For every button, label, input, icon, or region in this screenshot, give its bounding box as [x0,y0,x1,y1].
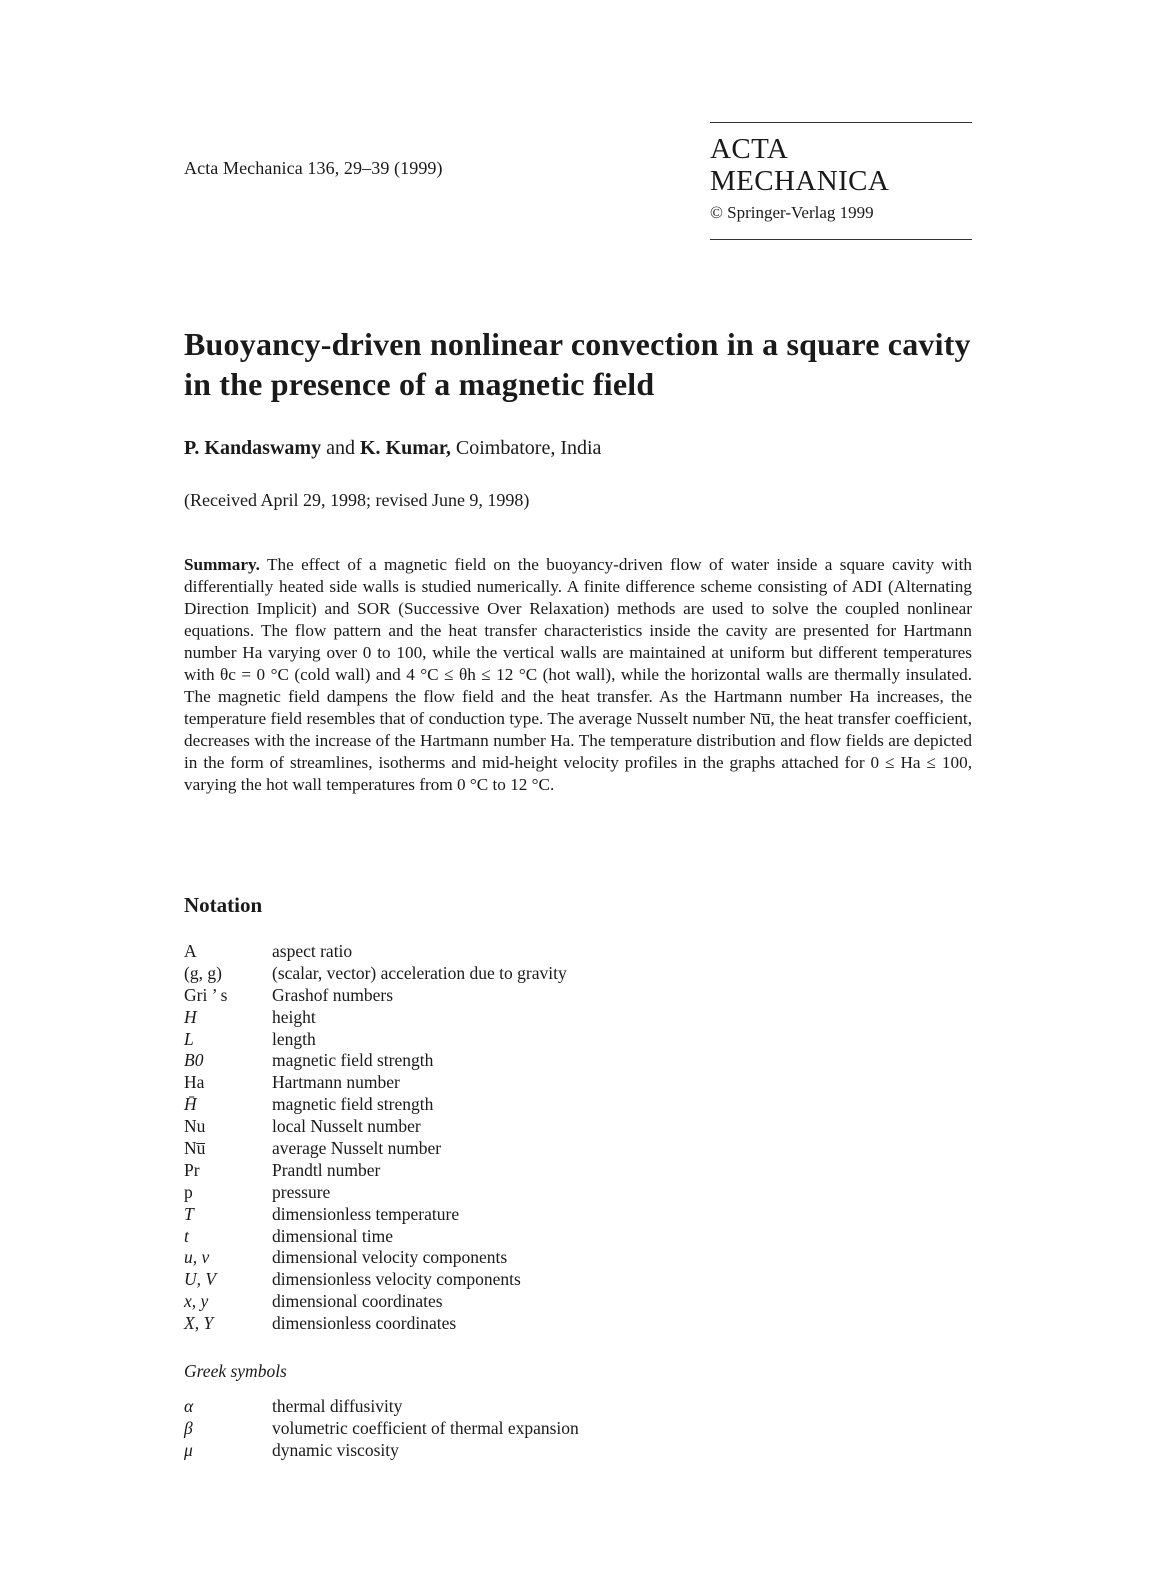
notation-symbol: α [184,1396,194,1416]
notation-description: Prandtl number [272,1159,381,1180]
notation-symbol: μ [184,1439,193,1460]
notation-row [184,941,567,963]
notation-description: dimensionless velocity components [272,1269,521,1290]
notation-description: dimensionless temperature [272,1203,460,1224]
author-kandaswamy: P. Kandaswamy [184,437,322,459]
notation-row [184,1396,579,1418]
notation-description: height [272,1006,316,1027]
notation-description: volumetric coefficient of thermal expansion [272,1417,579,1438]
notation-description: magnetic field strength [272,1094,434,1115]
received-dates: (Received April 29, 1998; revised June 9, 1998) [184,490,530,510]
notation-description: dynamic viscosity [272,1439,399,1460]
greek-symbols-list [184,1396,579,1462]
journal-citation: Acta Mechanica 136, 29–39 (1999) [184,158,443,178]
author-affiliation: Coimbatore, India [455,437,602,459]
summary-label: Summary. [184,555,260,574]
notation-symbol: U, V [184,1269,217,1290]
notation-row [184,1007,567,1029]
notation-symbol: T [184,1203,194,1224]
notation-row [184,1050,567,1072]
notation-symbol: Pr [184,1159,200,1180]
notation-description: dimensional time [272,1225,394,1246]
summary-text: The effect of a magnetic field on the buoyancy-driven flow of water inside a square cavity with differentially heated side walls is studied numerically. A finite difference scheme consisting of ADI (Alternating Direction Implicit) and SOR (Successive Over Relaxation) methods are used to solve the coupled nonlinear equations. The flow pattern and the heat transfer characteristics inside the cavity are presented for Hartmann number Ha varying over 0 to 100, while the vertical walls are maintained at uniform but different temperatures with θc = 0 °C (cold wall) and 4 °C ≤ θh ≤ 12 °C (hot wall), while the horizontal walls are thermally insulated. The magnetic field dampens the flow field and the heat transfer. As the Hartmann number Ha increases, the temperature field resembles that of conduction type. The average Nusselt number Nu̅, the heat transfer coefficient, decreases with the increase of the Hartmann number Ha. The temperature distribution and flow fields are depicted in the form of streamlines, isotherms and mid-height velocity profiles in the graphs attached for 0 ≤ Ha ≤ 100, varying the hot wall temperatures from 0 °C to 12 °C. [184,555,972,794]
notation-symbol: Ha [184,1072,205,1093]
author-line [184,437,601,460]
notation-symbol: Gri ’ s [184,984,228,1005]
notation-symbol: Nu̅ [184,1138,206,1159]
notation-row [184,963,567,985]
notation-row [184,1182,567,1204]
notation-row [184,1160,567,1182]
notation-symbol: u, v [184,1247,210,1268]
notation-row [184,1029,567,1051]
notation-description: dimensional coordinates [272,1291,443,1312]
notation-description: pressure [272,1181,331,1202]
notation-symbol: X, Y [184,1313,214,1334]
notation-row [184,1247,567,1269]
notation-symbol: p [184,1181,193,1202]
copyright-notice: © Springer-Verlag 1999 [710,203,874,222]
notation-symbol: t [184,1225,189,1246]
notation-description: Hartmann number [272,1072,400,1093]
notation-row [184,1138,567,1160]
notation-symbol: H̄ [184,1094,197,1115]
notation-description: Grashof numbers [272,984,394,1005]
masthead-bottom-rule [710,239,972,240]
notation-row [184,985,567,1007]
notation-row [184,1418,579,1440]
paper-title: Buoyancy-driven nonlinear convection in a square cavity in the presence of a magnetic field [184,326,971,402]
journal-masthead [710,122,972,240]
notation-symbol: L [184,1028,194,1049]
notation-symbol: B0 [184,1050,204,1071]
notation-row [184,1204,567,1226]
journal-name: ACTA MECHANICA [710,133,890,197]
notation-symbol: (g, g) [184,962,222,983]
notation-symbol: A [184,941,197,961]
notation-row [184,1440,579,1462]
notation-description: thermal diffusivity [272,1396,403,1416]
notation-description: dimensional velocity components [272,1247,508,1268]
masthead-top-rule [710,122,972,123]
author-conjunction: and [326,437,355,459]
notation-description: (scalar, vector) acceleration due to gravity [272,962,567,983]
greek-symbols-heading: Greek symbols [184,1361,287,1381]
notation-symbol: Nu [184,1116,206,1137]
notation-description: length [272,1028,316,1049]
notation-description: average Nusselt number [272,1138,442,1159]
summary-paragraph [184,554,972,796]
notation-description: magnetic field strength [272,1050,434,1071]
notation-row [184,1226,567,1248]
notation-description: aspect ratio [272,941,353,961]
notation-description: local Nusselt number [272,1116,421,1137]
notation-row [184,1072,567,1094]
notation-symbol: x, y [184,1291,209,1312]
notation-row [184,1269,567,1291]
notation-list [184,941,567,1335]
notation-heading: Notation [184,893,263,917]
notation-symbol: β [184,1417,193,1438]
notation-row [184,1094,567,1116]
notation-row [184,1116,567,1138]
author-kumar: K. Kumar, [359,437,451,459]
notation-row [184,1291,567,1313]
notation-row [184,1313,567,1335]
notation-symbol: H [184,1006,197,1027]
notation-description: dimensionless coordinates [272,1313,457,1334]
